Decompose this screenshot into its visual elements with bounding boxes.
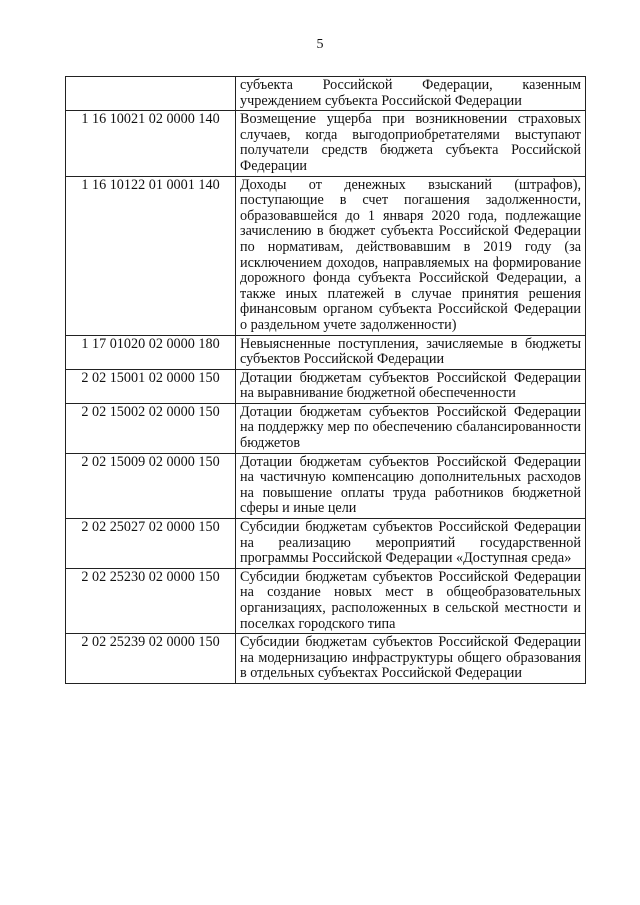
page-number: 5 bbox=[316, 37, 324, 52]
table-row bbox=[66, 369, 586, 403]
description-cell: Дотации бюджетам субъектов Российской Федерации на поддержку мер по обеспечению сбалансированности бюджетов bbox=[236, 403, 586, 453]
code-cell: 1 16 10021 02 0000 140 bbox=[66, 111, 236, 176]
table-row bbox=[66, 335, 586, 369]
description-cell: Субсидии бюджетам субъектов Российской Федерации на модернизацию инфраструктуры общего образования в отдельных субъектах Российской Федерации bbox=[236, 634, 586, 684]
table-row bbox=[66, 176, 586, 335]
table-row bbox=[66, 568, 586, 633]
code-cell: 2 02 15001 02 0000 150 bbox=[66, 369, 236, 403]
code-cell: 2 02 25239 02 0000 150 bbox=[66, 634, 236, 684]
code-cell: 2 02 25027 02 0000 150 bbox=[66, 519, 236, 569]
table-row bbox=[66, 634, 586, 684]
table-row bbox=[66, 111, 586, 176]
code-cell bbox=[66, 77, 236, 111]
table-row bbox=[66, 519, 586, 569]
code-cell: 1 17 01020 02 0000 180 bbox=[66, 335, 236, 369]
code-cell: 2 02 25230 02 0000 150 bbox=[66, 568, 236, 633]
description-cell: Дотации бюджетам субъектов Российской Федерации на частичную компенсацию дополнительных расходов на повышение оплаты труда работников бюджетной сферы и иные цели bbox=[236, 453, 586, 518]
code-cell: 2 02 15002 02 0000 150 bbox=[66, 403, 236, 453]
table-row bbox=[66, 77, 586, 111]
code-cell: 1 16 10122 01 0001 140 bbox=[66, 176, 236, 335]
description-cell: субъекта Российской Федерации, казенным учреждением субъекта Российской Федерации bbox=[236, 77, 586, 111]
description-cell: Возмещение ущерба при возникновении страховых случаев, когда выгодоприобретателями выступают получатели средств бюджета субъекта Российской Федерации bbox=[236, 111, 586, 176]
code-cell: 2 02 15009 02 0000 150 bbox=[66, 453, 236, 518]
table-row bbox=[66, 453, 586, 518]
table-row bbox=[66, 403, 586, 453]
description-cell: Невыясненные поступления, зачисляемые в бюджеты субъектов Российской Федерации bbox=[236, 335, 586, 369]
description-cell: Дотации бюджетам субъектов Российской Федерации на выравнивание бюджетной обеспеченности bbox=[236, 369, 586, 403]
revenue-codes-table bbox=[65, 76, 586, 684]
description-cell: Доходы от денежных взысканий (штрафов), поступающие в счет погашения задолженности, образовавшейся до 1 января 2020 года, подлежащие зачислению в бюджет субъекта Российской Федерации по нормативам, действовавшим в 2019 году (за исключением доходов, направляемых на формирование дорожного фонда субъекта Российской Федерации, а также иных платежей в случае принятия решения финансовым органом субъекта Российской Федерации о раздельном учете задолженности) bbox=[236, 176, 586, 335]
description-cell: Субсидии бюджетам субъектов Российской Федерации на реализацию мероприятий государственной программы Российской Федерации «Доступная среда» bbox=[236, 519, 586, 569]
description-cell: Субсидии бюджетам субъектов Российской Федерации на создание новых мест в общеобразовательных организациях, расположенных в сельской местности и поселках городского типа bbox=[236, 568, 586, 633]
